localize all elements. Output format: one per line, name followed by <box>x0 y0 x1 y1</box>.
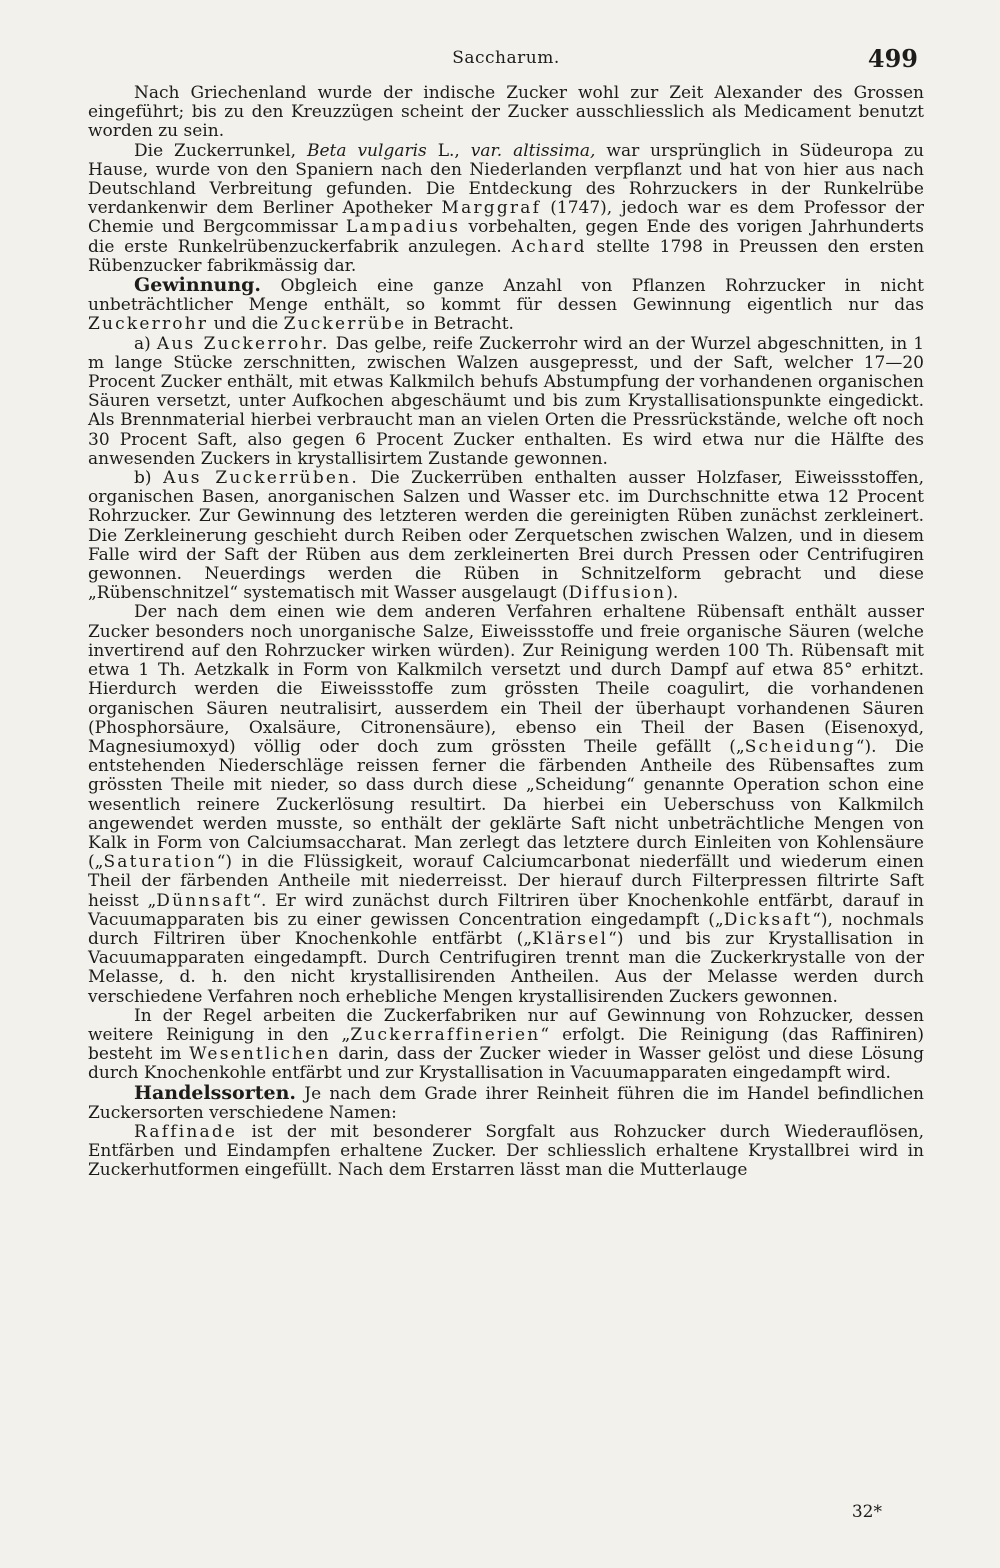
paragraph-reinigung: Der nach dem einen wie dem anderen Verfahren erhaltene Rübensaft enthält ausser Zucker besonders noch unorganische Salze, Eiweissstoffe und freie organische Säuren (welche invertirend auf den Rohrzucker wirken würden). Zur Reinigung werden 100 Th. Rübensaft mit etwa 1 Th. Aetzkalk in Form von Kalkmilch versetzt und durch Dampf auf etwa 85° erhitzt. Hierdurch werden die Eiweissstoffe zum grössten Theile coagulirt, die vorhandenen organischen Säuren neutralisirt, ausserdem ein Theil der überhaupt vorhandenen Säuren (Phosphorsäure, Oxalsäure, Citronensäure), ebenso ein Theil der Basen (Eisenoxyd, Magnesiumoxyd) völlig oder doch zum grössten Theile gefällt („Scheidung“). Die entstehenden Niederschläge reissen ferner die färbenden Antheile des Rübensaftes zum grössten Theile mit nieder, so dass durch diese „Scheidung“ genannte Operation schon eine wesentlich reinere Zuckerlösung resultirt. Da hierbei ein Ueberschuss von Kalkmilch angewendet werden musste, so enthält der geklärte Saft nicht unbeträchtliche Mengen von Kalk in Form von Calciumsaccharat. Man zerlegt das letztere durch Einleiten von Kohlensäure („Saturation“) in die Flüssigkeit, worauf Calciumcarbonat niederfällt und wiederum einen Theil der färbenden Antheile mit niederreisst. Der hierauf durch Filterpressen filtrirte Saft heisst „Dünnsaft“. Er wird zunächst durch Filtriren über Knochenkohle entfärbt, darauf in Vacuumapparaten bis zu einer gewissen Concentration eingedampft („Dicksaft“), nochmals durch Filtriren über Knochenkohle entfärbt („Klärsel“) und bis zur Krystallisation in Vacuumapparaten eingedampft. Durch Centrifugiren trennt man die Zuckerkrystalle von der Melasse, d. h. den nicht krystallisirenden Antheilen. Aus der Melasse werden durch verschiedene Verfahren noch erhebliche Mengen krystallisirenden Zuckers gewonnen. <box>88 602 925 1007</box>
page-header <box>88 44 924 84</box>
person-lampadius: Lampadius <box>345 217 461 238</box>
species-name: Beta vulgaris <box>307 140 427 161</box>
signature-mark: 32* <box>851 1502 882 1522</box>
subsection-zuckerrueben: b) Aus Zuckerrüben. Die Zuckerrüben enthalten ausser Holzfaser, Eiweissstoffen, organischen Basen, anorganischen Salzen und Wasser etc. im Durchschnitte etwa 12 Procent Rohrzucker. Zur Gewinnung des letzteren werden die gereinigten Rüben zunächst zerkleinert. Die Zerkleinerung geschieht durch Reiben oder Zerquetschen zwischen Walzen, und in diesem Falle wird der Saft der Rüben aus dem zerkleinerten Brei durch Pressen oder Centrifugiren gewonnen. Neuerdings werden die Rüben in Schnitzelform gebracht und diese „Rübenschnitzel“ systematisch mit Wasser ausgelaugt (Diffusion). <box>88 468 925 604</box>
running-head: Saccharum. <box>452 48 560 68</box>
section-heading-handelssorten: Handelssorten. <box>134 1081 297 1104</box>
subsection-title-zuckerrueben: Aus Zuckerrüben. <box>163 468 359 489</box>
section-handelssorten: Handelssorten. Je nach dem Grade ihrer Reinheit führen die im Handel befindlichen Zuckersorten verschiedene Namen: <box>88 1081 925 1123</box>
paragraph-raffinade: Raffinade ist der mit besonderer Sorgfalt aus Rohzucker durch Wiederauflösen, Entfärben und Eindampfen erhaltene Zucker. Der schliesslich erhaltene Krystallbrei wird in Zuckerhutformen eingefüllt. Nach dem Erstarren lässt man die Mutterlauge <box>88 1121 925 1181</box>
page <box>88 44 924 1181</box>
page-number: 499 <box>867 44 918 73</box>
variety-name: var. altissima, <box>470 140 596 161</box>
paragraph-rohzucker: In der Regel arbeiten die Zuckerfabriken nur auf Gewinnung von Rohzucker, dessen weitere Reinigung in den „Zuckerraffinerien“ erfolgt. Die Reinigung (das Raffiniren) besteht im Wesentlichen darin, dass der Zucker wieder in Wasser gelöst und diese Lösung durch Knochenkohle entfärbt und zur Krystallisation in Vacuumapparaten eingedampft wird. <box>88 1005 925 1084</box>
section-gewinnung: Gewinnung. Obgleich eine ganze Anzahl von Pflanzen Rohrzucker in nicht unbeträchtlicher Menge enthält, so kommt für dessen Gewinnung eigentlich nur das Zuckerrohr und die Zuckerrübe in Betracht. <box>88 274 924 335</box>
paragraph-intro-zuckerrunkel: Die Zuckerrunkel, Beta vulgaris L., var. altissima, war ursprünglich in Südeuropa zu Hause, wurde von den Spaniern nach den Niederlanden verpflanzt und hat von hier aus nach Deutschland Verbreitung gefunden. Die Entdeckung des Rohrzuckers in der Runkelrübe verdankenwir dem Berliner Apotheker Marggraf (1747), jedoch war es dem Professor der Chemie und Bergcommissar Lampadius vorbehalten, gegen Ende des vorigen Jahrhunderts die erste Runkelrübenzuckerfabrik anzulegen. Achard stellte 1798 in Preussen den ersten Rübenzucker fabrikmässig dar. <box>88 140 925 276</box>
term-raffinade: Raffinade <box>134 1121 238 1142</box>
paragraph-intro-greece: Nach Griechenland wurde der indische Zucker wohl zur Zeit Alexander des Grossen eingeführt; bis zu den Kreuzzügen scheint der Zucker ausschliesslich als Medicament benutzt worden zu sein. <box>88 83 924 142</box>
subsection-zuckerrohr: a) Aus Zuckerrohr. Das gelbe, reife Zuckerrohr wird an der Wurzel abgeschnitten, in 1 m lange Stücke zerschnitten, zwischen Walzen ausgepresst, und der Saft, welcher 17—20 Procent Zucker enthält, mit etwas Kalkmilch behufs Abstumpfung der vorhandenen organischen Säuren versetzt, unter Aufkochen abgeschäumt und bis zum Krystallisationspunkte eingedickt. Als Brennmaterial hierbei verbraucht man an vielen Orten die Pressrückstände, welche oft noch 30 Procent Saft, also gegen 6 Procent Zucker enthalten. Es wird etwa nur die Hälfte des anwesenden Zuckers in krystallisirtem Zustande gewonnen. <box>88 333 925 469</box>
person-achard: Achard <box>511 236 587 257</box>
section-heading-gewinnung: Gewinnung. <box>134 274 262 297</box>
person-marggraf: Marggraf <box>441 198 542 219</box>
subsection-title-zuckerrohr: Aus Zuckerrohr. <box>156 333 330 354</box>
page-body <box>88 84 924 1181</box>
